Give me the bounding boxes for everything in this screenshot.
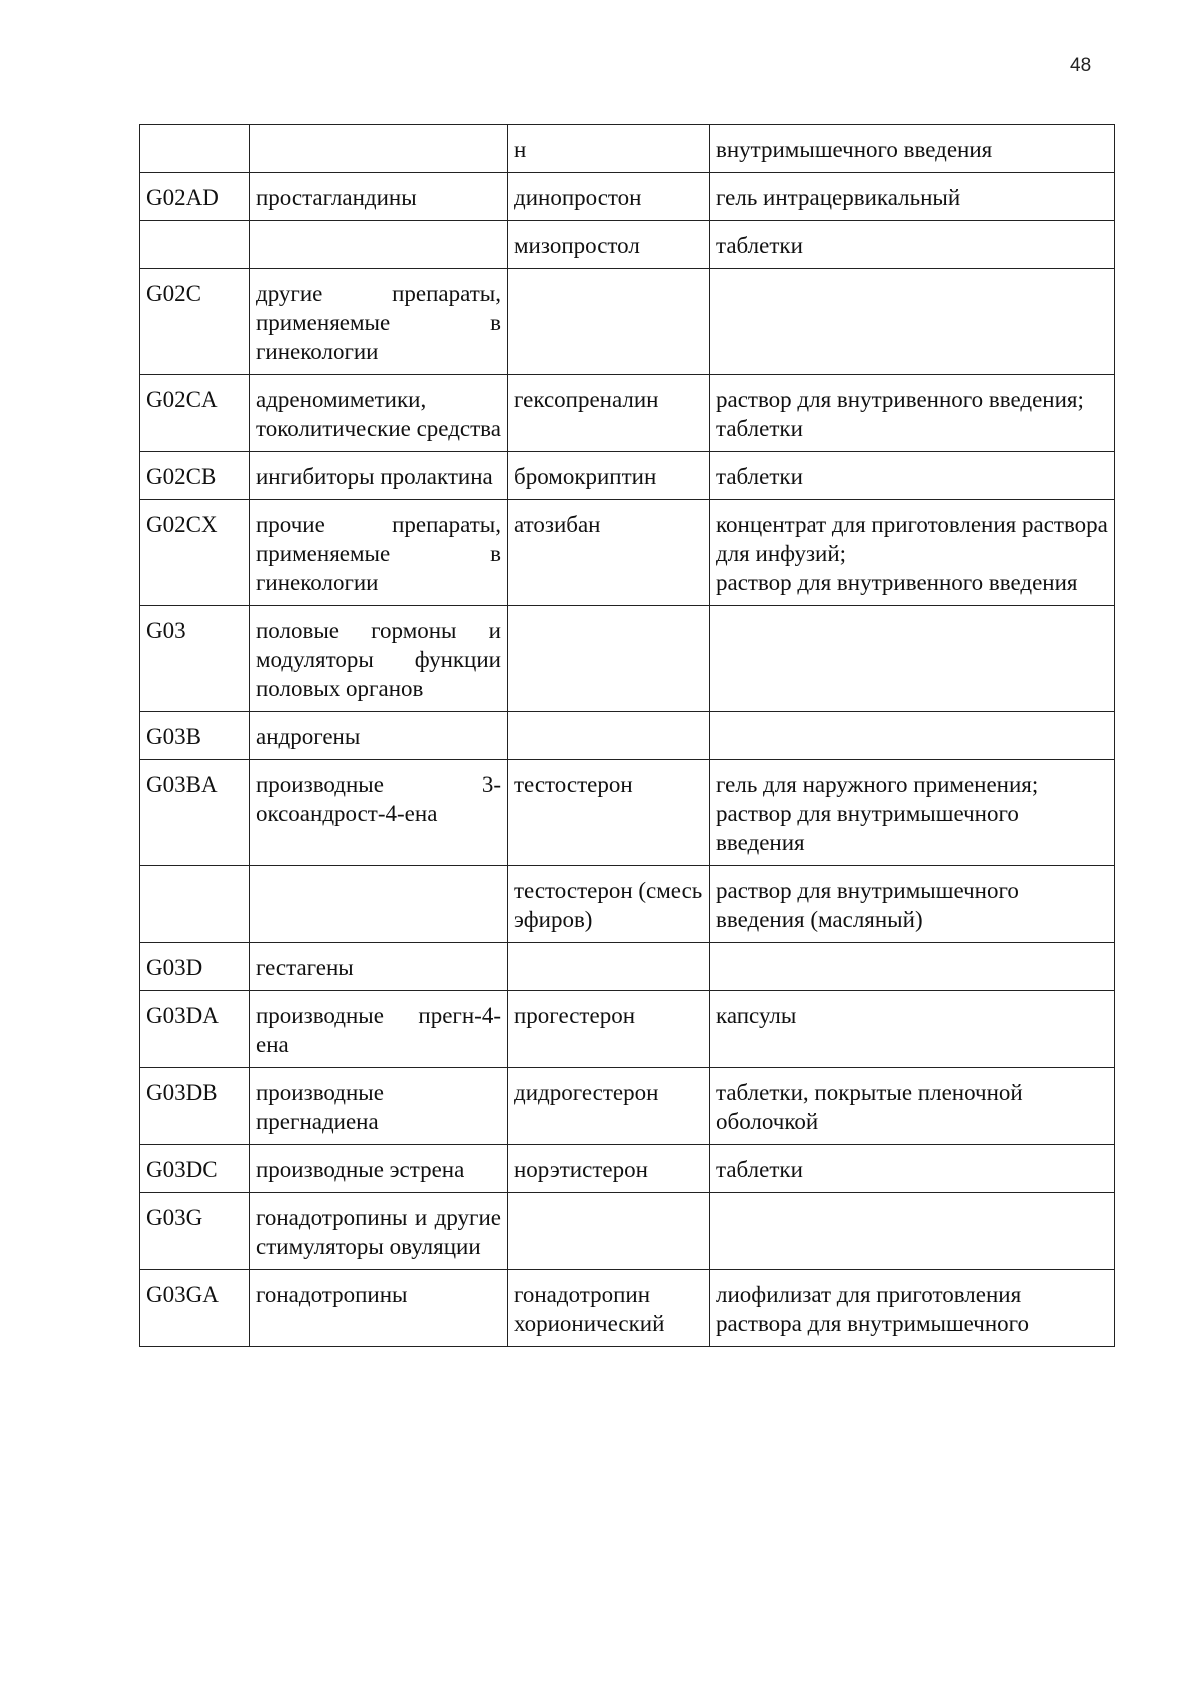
atc-code-cell: G02CX — [140, 500, 250, 606]
dosage-form-cell: внутримышечного введения — [710, 125, 1115, 173]
dosage-form-cell: таблетки — [710, 221, 1115, 269]
drug-name-cell — [508, 1193, 710, 1270]
dosage-form-cell: лиофилизат для приготовления раствора для внутримышечного — [710, 1270, 1115, 1347]
drug-name-cell: прогестерон — [508, 991, 710, 1068]
dosage-form-cell: раствор для внутривенного введения; таблетки — [710, 375, 1115, 452]
table-row — [140, 760, 1115, 866]
table-row — [140, 1193, 1115, 1270]
drug-name-cell: динопростон — [508, 173, 710, 221]
drug-name-cell: мизопростол — [508, 221, 710, 269]
drug-name-cell — [508, 606, 710, 712]
atc-code-cell: G02C — [140, 269, 250, 375]
dosage-form-cell — [710, 1193, 1115, 1270]
group-name-cell: производные прегн-4-ена — [250, 991, 508, 1068]
drug-name-cell: бромокриптин — [508, 452, 710, 500]
atc-code-cell: G03B — [140, 712, 250, 760]
atc-code-cell: G03DB — [140, 1068, 250, 1145]
table-row — [140, 500, 1115, 606]
group-name-cell — [250, 125, 508, 173]
dosage-form-cell: капсулы — [710, 991, 1115, 1068]
dosage-form-cell: таблетки, покрытые пленочной оболочкой — [710, 1068, 1115, 1145]
drug-name-cell — [508, 712, 710, 760]
drug-name-cell: дидрогестерон — [508, 1068, 710, 1145]
atc-code-cell: G02CB — [140, 452, 250, 500]
group-name-cell: андрогены — [250, 712, 508, 760]
dosage-form-cell: концентрат для приготовления раствора для инфузий; раствор для внутривенного введения — [710, 500, 1115, 606]
drug-name-cell — [508, 943, 710, 991]
table-row — [140, 452, 1115, 500]
drug-classification-table — [139, 124, 1115, 1347]
drug-name-cell: тестостерон (смесь эфиров) — [508, 866, 710, 943]
atc-code-cell: G03BA — [140, 760, 250, 866]
page-number: 48 — [1070, 55, 1092, 76]
group-name-cell: ингибиторы пролактина — [250, 452, 508, 500]
dosage-form-cell: раствор для внутримышечного введения (масляный) — [710, 866, 1115, 943]
drug-name-cell: гексопреналин — [508, 375, 710, 452]
group-name-cell — [250, 866, 508, 943]
atc-code-cell — [140, 866, 250, 943]
dosage-form-cell: гель интрацервикальный — [710, 173, 1115, 221]
group-name-cell: прочие препараты, применяемые в гинекологии — [250, 500, 508, 606]
atc-code-cell: G03GA — [140, 1270, 250, 1347]
atc-code-cell: G03 — [140, 606, 250, 712]
group-name-cell: производные эстрена — [250, 1145, 508, 1193]
table-row — [140, 125, 1115, 173]
atc-code-cell — [140, 221, 250, 269]
atc-code-cell: G02CA — [140, 375, 250, 452]
dosage-form-cell — [710, 606, 1115, 712]
group-name-cell: гонадотропины и другие стимуляторы овуляции — [250, 1193, 508, 1270]
dosage-form-cell — [710, 269, 1115, 375]
dosage-form-cell — [710, 712, 1115, 760]
table-body — [140, 125, 1115, 1347]
group-name-cell: адреномиметики, токолитические средства — [250, 375, 508, 452]
group-name-cell: производные 3-оксоандрост-4-ена — [250, 760, 508, 866]
dosage-form-cell: таблетки — [710, 1145, 1115, 1193]
atc-code-cell — [140, 125, 250, 173]
table-row — [140, 269, 1115, 375]
table-row — [140, 1270, 1115, 1347]
drug-name-cell: атозибан — [508, 500, 710, 606]
dosage-form-cell: гель для наружного применения; раствор для внутримышечного введения — [710, 760, 1115, 866]
dosage-form-cell: таблетки — [710, 452, 1115, 500]
dosage-form-cell — [710, 943, 1115, 991]
table-row — [140, 866, 1115, 943]
table-row — [140, 221, 1115, 269]
group-name-cell — [250, 221, 508, 269]
atc-code-cell: G02AD — [140, 173, 250, 221]
table-row — [140, 1068, 1115, 1145]
atc-code-cell: G03DC — [140, 1145, 250, 1193]
group-name-cell: простагландины — [250, 173, 508, 221]
group-name-cell: гонадотропины — [250, 1270, 508, 1347]
drug-name-cell — [508, 269, 710, 375]
group-name-cell: производные прегнадиена — [250, 1068, 508, 1145]
drug-name-cell: гонадотропин хорионический — [508, 1270, 710, 1347]
atc-code-cell: G03DA — [140, 991, 250, 1068]
atc-code-cell: G03D — [140, 943, 250, 991]
table-row — [140, 991, 1115, 1068]
table-row — [140, 943, 1115, 991]
drug-name-cell: тестостерон — [508, 760, 710, 866]
table-row — [140, 606, 1115, 712]
group-name-cell: половые гормоны и модуляторы функции половых органов — [250, 606, 508, 712]
drug-name-cell: норэтистерон — [508, 1145, 710, 1193]
drug-name-cell: н — [508, 125, 710, 173]
atc-code-cell: G03G — [140, 1193, 250, 1270]
table-row — [140, 173, 1115, 221]
table-row — [140, 712, 1115, 760]
table-row — [140, 375, 1115, 452]
group-name-cell: другие препараты, применяемые в гинекологии — [250, 269, 508, 375]
table-row — [140, 1145, 1115, 1193]
group-name-cell: гестагены — [250, 943, 508, 991]
